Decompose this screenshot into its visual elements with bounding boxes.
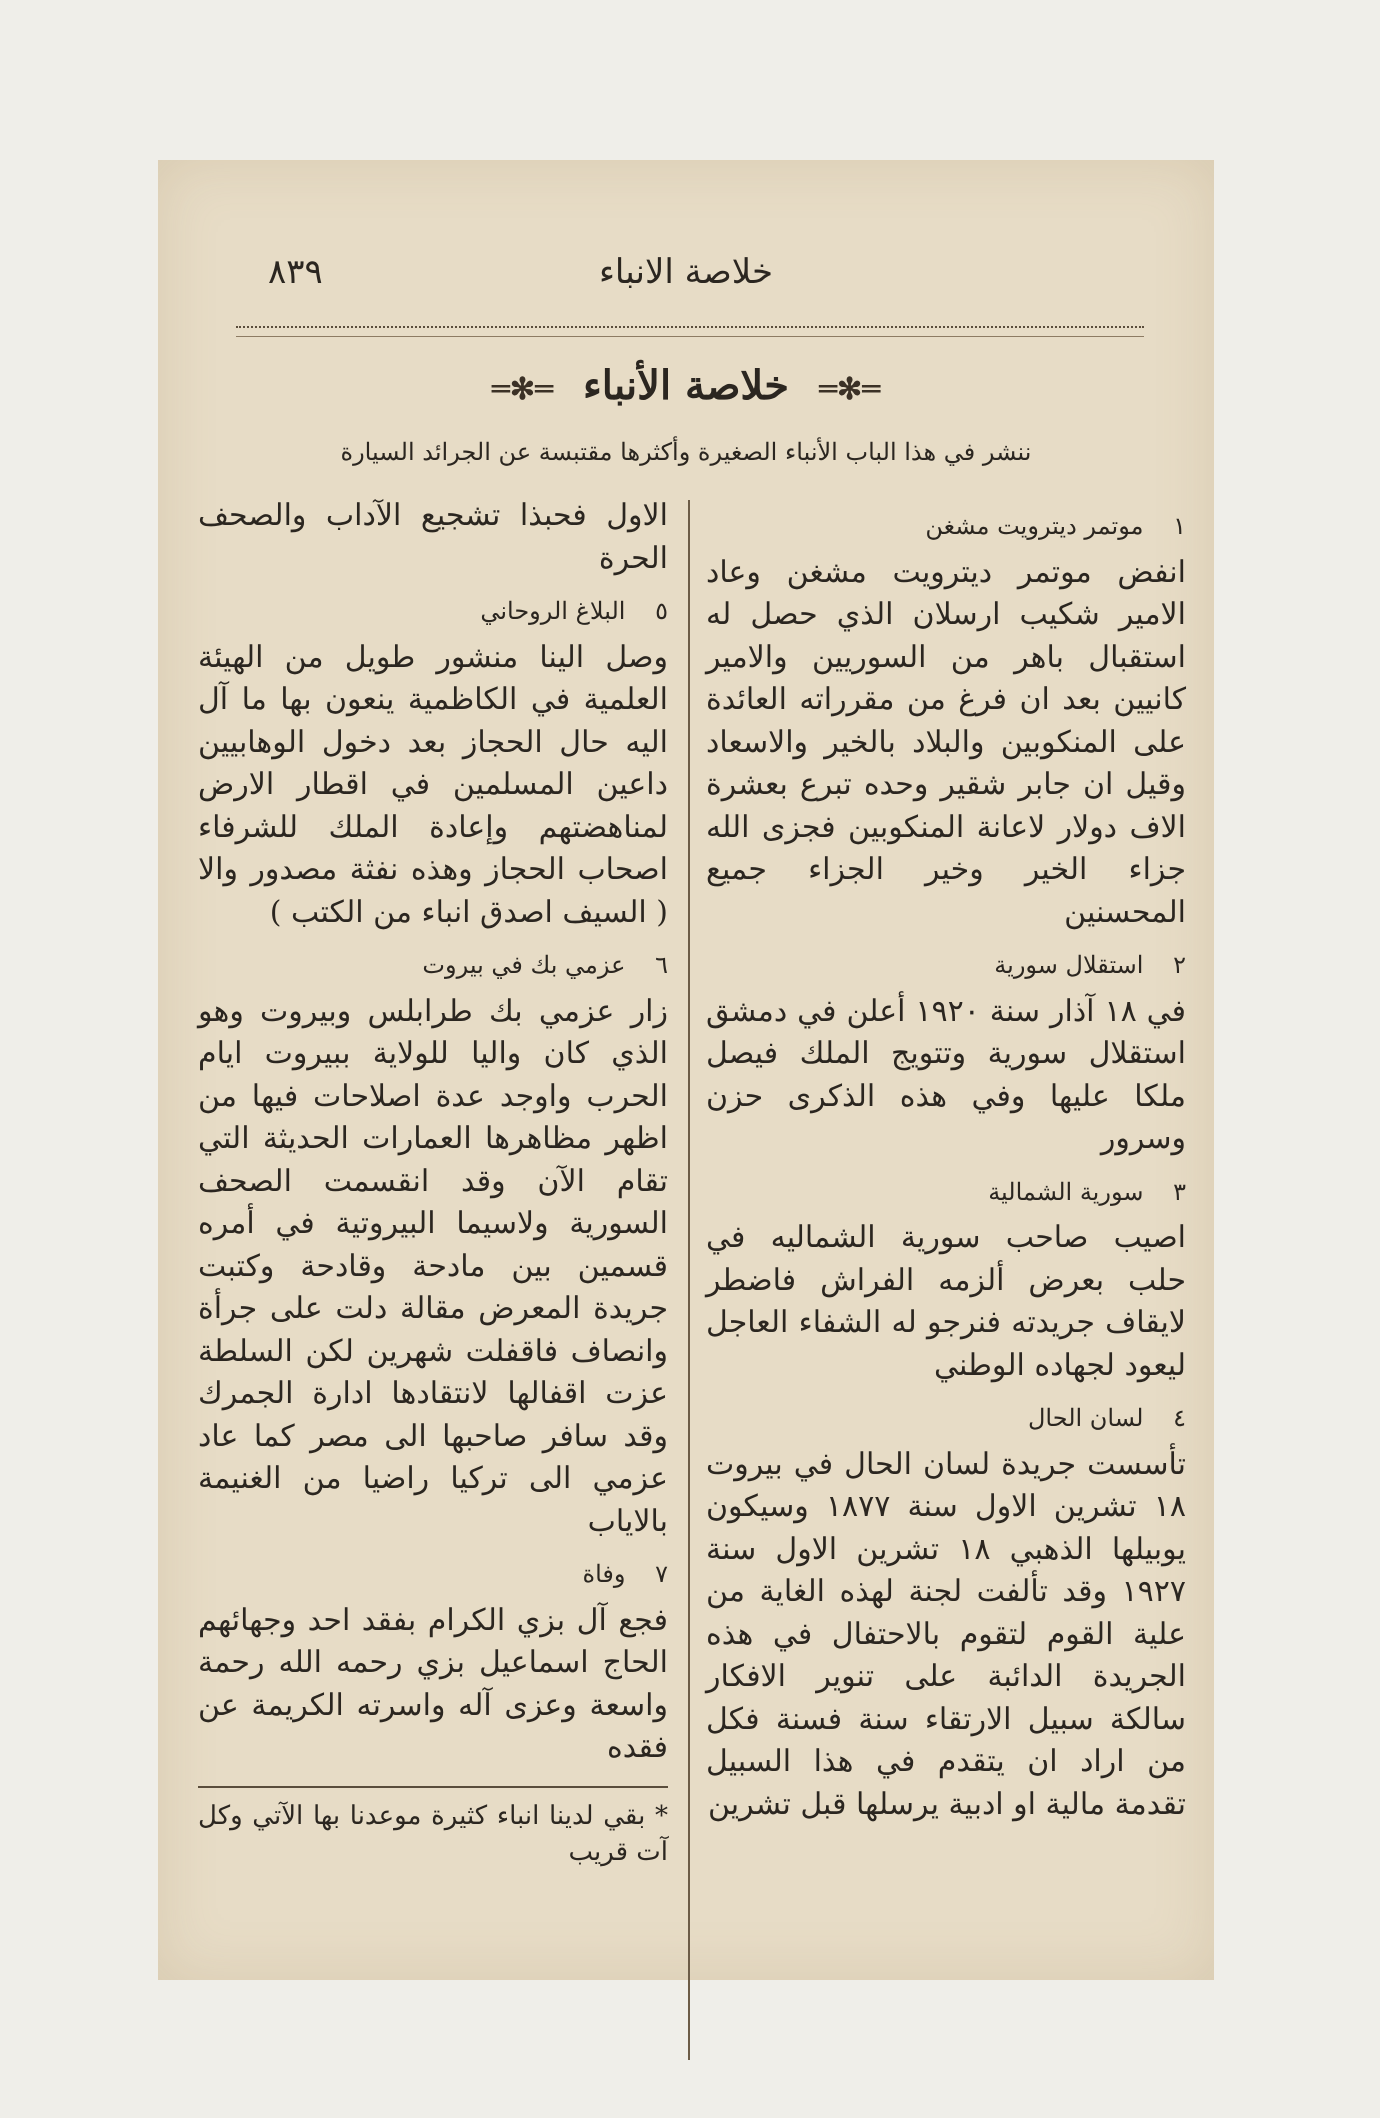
- journal-page: [158, 160, 1214, 1980]
- news-body: اصيب صاحب سورية الشماليه في حلب بعرض ألزمه الفراش فاضطر لايقاف جريدته فنرجو له الشفاء العاجل ليعود لجهاده الوطني: [706, 1220, 1186, 1383]
- news-number: ٧: [655, 1560, 668, 1588]
- news-heading: [706, 505, 1186, 548]
- news-heading: [706, 1171, 1186, 1214]
- news-number: ٢: [1173, 951, 1186, 979]
- news-heading-text: سورية الشمالية: [988, 1177, 1144, 1206]
- news-body: في ١٨ آذار سنة ١٩٢٠ أعلن في دمشق استقلال سورية وتتويج الملك فيصل ملكا عليها وفي هذه الذكرى حزن وسرور: [706, 993, 1186, 1156]
- news-heading-text: عزمي بك في بيروت: [422, 951, 626, 979]
- footnote: * بقي لدينا انباء كثيرة موعدنا بها الآتي وكل آت قريب: [198, 1800, 668, 1867]
- news-heading: [198, 590, 668, 633]
- news-number: ٦: [655, 951, 668, 979]
- ornament-left-icon: ═✻═: [491, 372, 554, 407]
- footnote-rule: [198, 1786, 668, 1788]
- ornament-right-icon: ═✻═: [818, 372, 881, 407]
- news-heading-text: البلاغ الروحاني: [480, 597, 626, 625]
- news-item: [198, 590, 668, 934]
- left-column: [198, 495, 668, 1870]
- news-item: [706, 1171, 1186, 1388]
- news-number: ١: [1173, 512, 1186, 540]
- news-body: وصل الينا منشور طويل من الهيئة العلمية في الكاظمية ينعون بها ما آل اليه حال الحجاز بعد دخول الوهابيين داعين المسلمين في اقطار الارض لمناهضتهم وإعادة الملك للشرفاء اصحاب الحجاز وهذه نفثة مصدور والا ( السيف اصدق انباء من الكتب ): [198, 639, 668, 930]
- news-heading: [198, 1553, 668, 1596]
- news-heading-text: وفاة: [582, 1560, 626, 1588]
- running-title: خلاصة الانباء: [598, 252, 774, 292]
- news-heading: [198, 944, 668, 987]
- news-heading-text: لسان الحال: [1027, 1404, 1144, 1432]
- column-divider: [688, 500, 690, 2060]
- news-item: [198, 944, 668, 1543]
- section-intro: ننشر في هذا الباب الأنباء الصغيرة وأكثرها مقتبسة عن الجرائد السيارة: [340, 438, 1032, 466]
- news-body: تأسست جريدة لسان الحال في بيروت ١٨ تشرين الاول سنة ١٨٧٧ وسيكون يوبيلها الذهبي ١٨ تشرين الاول سنة ١٩٢٧ وقد تألفت لجنة لهذه الغاية من علية القوم لتقوم بالاحتفال في هذه الجريدة الدائبة على تنوير الافكار سالكة سبيل الارتقاء سنة فسنة فكل من اراد ان يتقدم في هذا السبيل تقدمة مالية او ادبية يرسلها قبل تشرين: [706, 1446, 1187, 1822]
- news-item: [198, 1553, 668, 1770]
- news-heading-text: استقلال سورية: [994, 951, 1144, 979]
- page-header: [158, 252, 1214, 308]
- page-number: ٨٣٩: [268, 252, 323, 292]
- continuation-text: الاول فحبذا تشجيع الآداب والصحف الحرة: [198, 498, 668, 576]
- news-body: انفض موتمر ديترويت مشغن وعاد الامير شكيب ارسلان الذي حصل له استقبال باهر من السوريين والامير كانيين بعد ان فرغ من مقرراته العائدة على المنكوبين والبلاد بالخير والاسعاد وقيل ان جابر شقير وحده تبرع بعشرة الاف دولار لاعانة المنكوبين فجزى الله جزاء الخير وخير الجزاء جميع المحسنين: [706, 554, 1186, 930]
- right-column: [706, 495, 1186, 1834]
- news-body: زار عزمي بك طرابلس وبيروت وهو الذي كان واليا للولاية ببيروت ايام الحرب واوجد عدة اصلاحات فيها من اظهر مظاهرها العمارات الحديثة التي تقام الآن وقد انقسمت الصحف السورية ولاسيما البيروتية في أمره قسمين بين مادحة وقادحة وكتبت جريدة المعرض مقالة دلت على جرأة وانصاف فاقفلت شهرين لكن السلطة عزت اقفالها لانتقادها ادارة الجمرك وقد سافر صاحبها الى مصر كما عاد عزمي الى تركيا راضيا من الغنيمة بالاياب: [198, 993, 668, 1539]
- news-item: [706, 505, 1186, 934]
- news-number: ٤: [1173, 1404, 1186, 1432]
- news-heading: [706, 944, 1186, 987]
- news-heading-text: موتمر ديترويت مشغن: [925, 512, 1144, 540]
- news-heading: [706, 1397, 1186, 1440]
- news-item: [706, 944, 1186, 1161]
- news-number: ٥: [655, 597, 668, 625]
- news-item: [706, 1397, 1186, 1826]
- header-rule: [236, 326, 1144, 337]
- section-title: [158, 362, 1214, 409]
- news-body: فجع آل بزي الكرام بفقد احد وجهائهم الحاج اسماعيل بزي رحمه الله رحمة واسعة وعزى آله واسرته الكريمة عن فقده: [198, 1602, 668, 1765]
- section-title-text: خلاصة الأنباء: [582, 362, 790, 409]
- news-number: ٣: [1173, 1177, 1186, 1206]
